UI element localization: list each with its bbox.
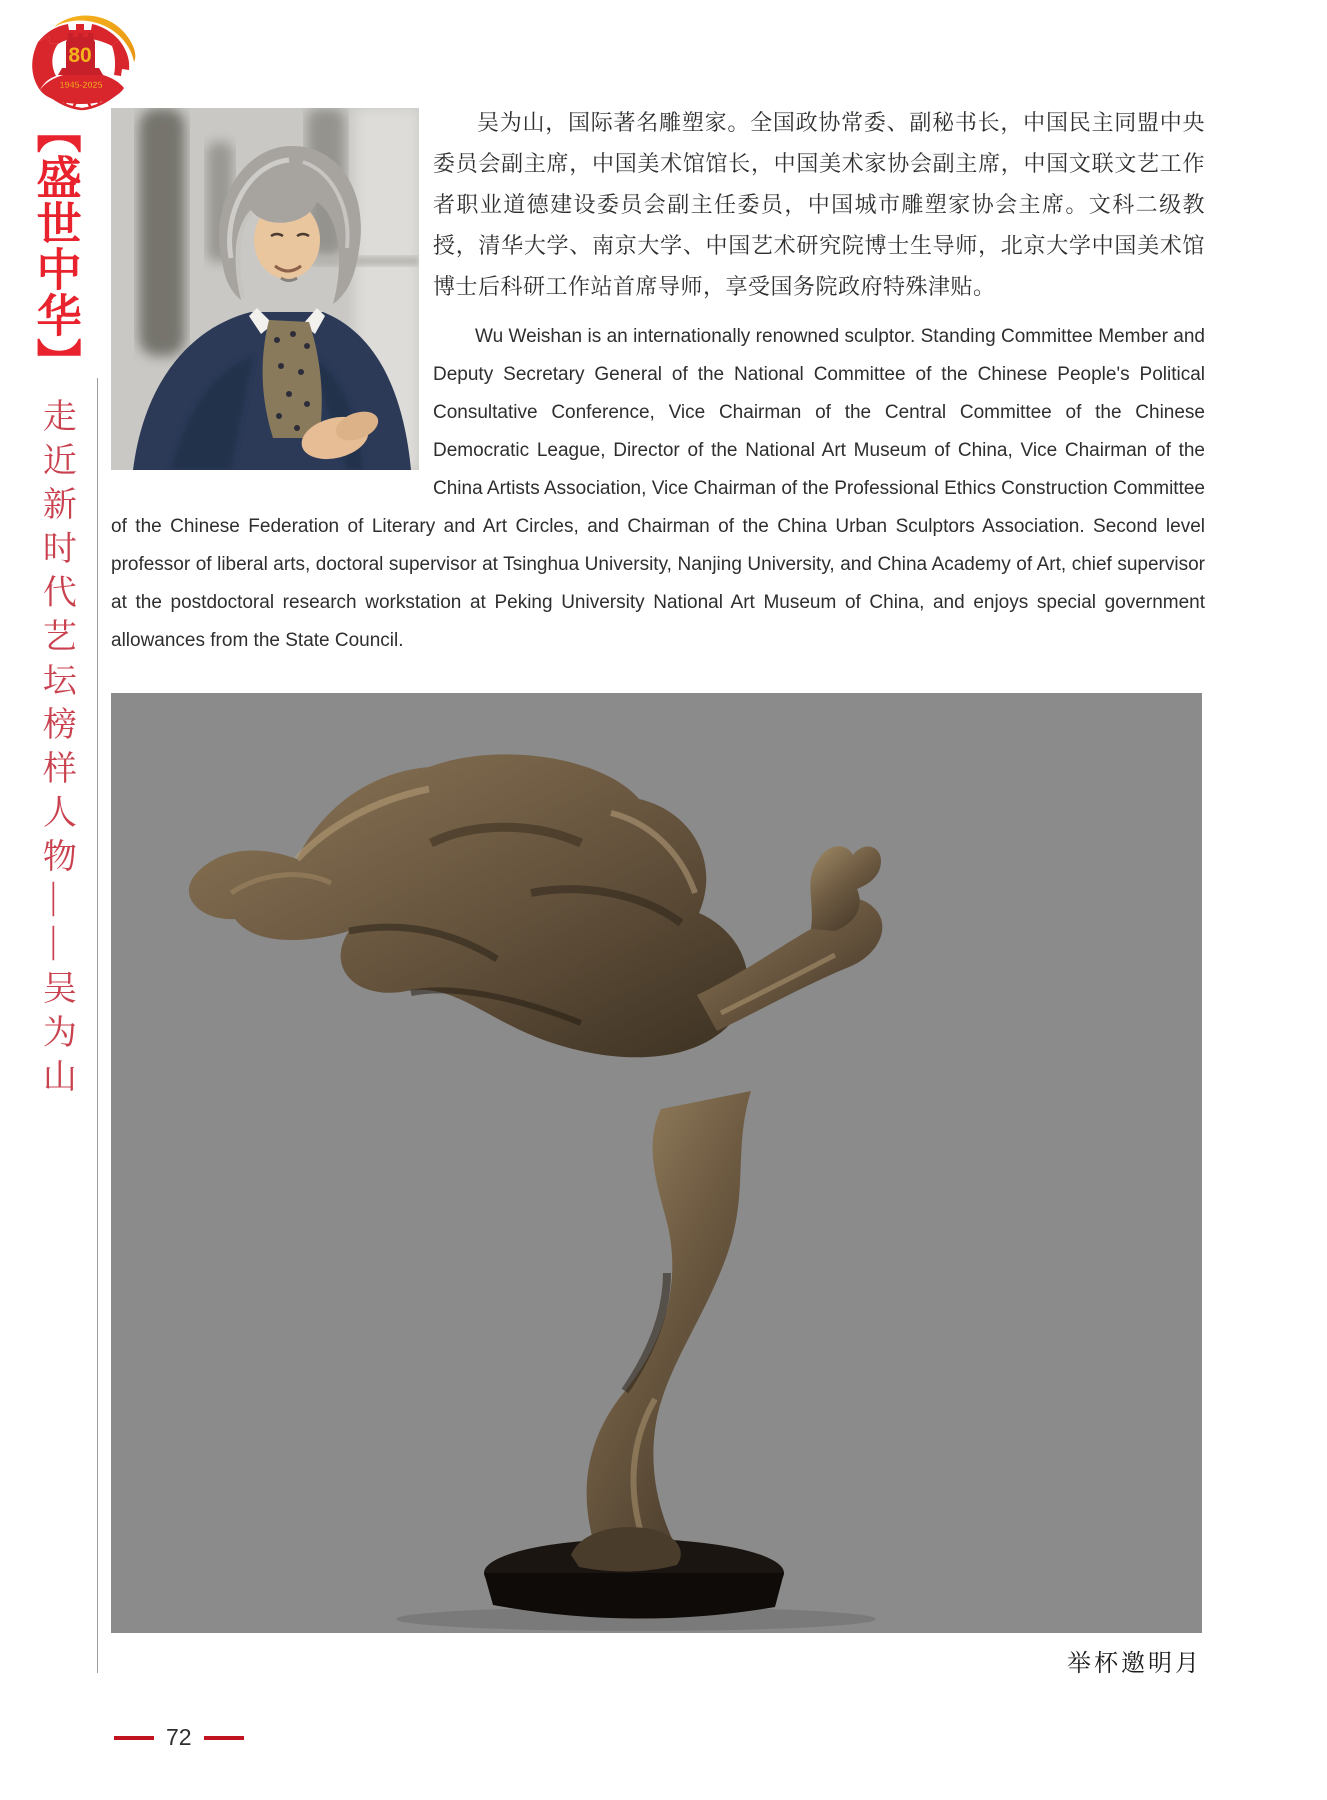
vertical-divider <box>97 378 98 1673</box>
artwork-caption: 举杯邀明月 <box>1067 1650 1202 1677</box>
footer-dash-left <box>114 1736 154 1740</box>
badge-years: 1945-2025 <box>59 80 103 90</box>
chinese-bio-paragraph: 吴为山，国际著名雕塑家。全国政协常委、副秘书长，中国民主同盟中央委员会副主席，中国美术馆馆长，中国美术家协会副主席，中国文联文艺工作者职业道德建设委员会副主任委员，中国城市雕塑家协会主席。文科二级教授，清华大学、南京大学、中国艺术研究院博士生导师，北京大学中国美术馆博士后科研工作站首席导师，享受国务院政府特殊津贴。 <box>433 110 1205 299</box>
badge-number: 80 <box>68 44 92 67</box>
english-bio-paragraph: Wu Weishan is an internationally renowned sculptor. Standing Committee Member and Deputy Secretary General of the National Committee of the Chinese People's Political Consultative Conference, Vice Chairman of the Central Committee of the Chinese Democratic League, Director of the National Art Museum of China, Vice Chairman of the China Artists Association, Vice Chairman of the Professional Ethics Construction Committee of the Chinese Federation of Literary and Art Circles, and Chairman of the China Urban Sculptors Association. Second level professor of liberal arts, doctoral supervisor at Tsinghua University, Nanjing University, and China Academy of Art, chief supervisor at the postdoctoral research workstation at Peking University National Art Museum of China, and enjoys special government allowances from the State Council. <box>111 326 1205 651</box>
sculpture-photo <box>111 693 1202 1633</box>
page-footer <box>114 1724 244 1751</box>
feature-title-vertical: 走近新时代艺坛榜样人物——吴为山 <box>37 398 75 1102</box>
portrait-photo <box>111 108 419 470</box>
intro-section <box>111 102 1205 660</box>
footer-dash-right <box>204 1736 244 1740</box>
series-title-vertical: 【盛世中华】 <box>29 108 81 384</box>
page-number: 72 <box>166 1724 192 1750</box>
